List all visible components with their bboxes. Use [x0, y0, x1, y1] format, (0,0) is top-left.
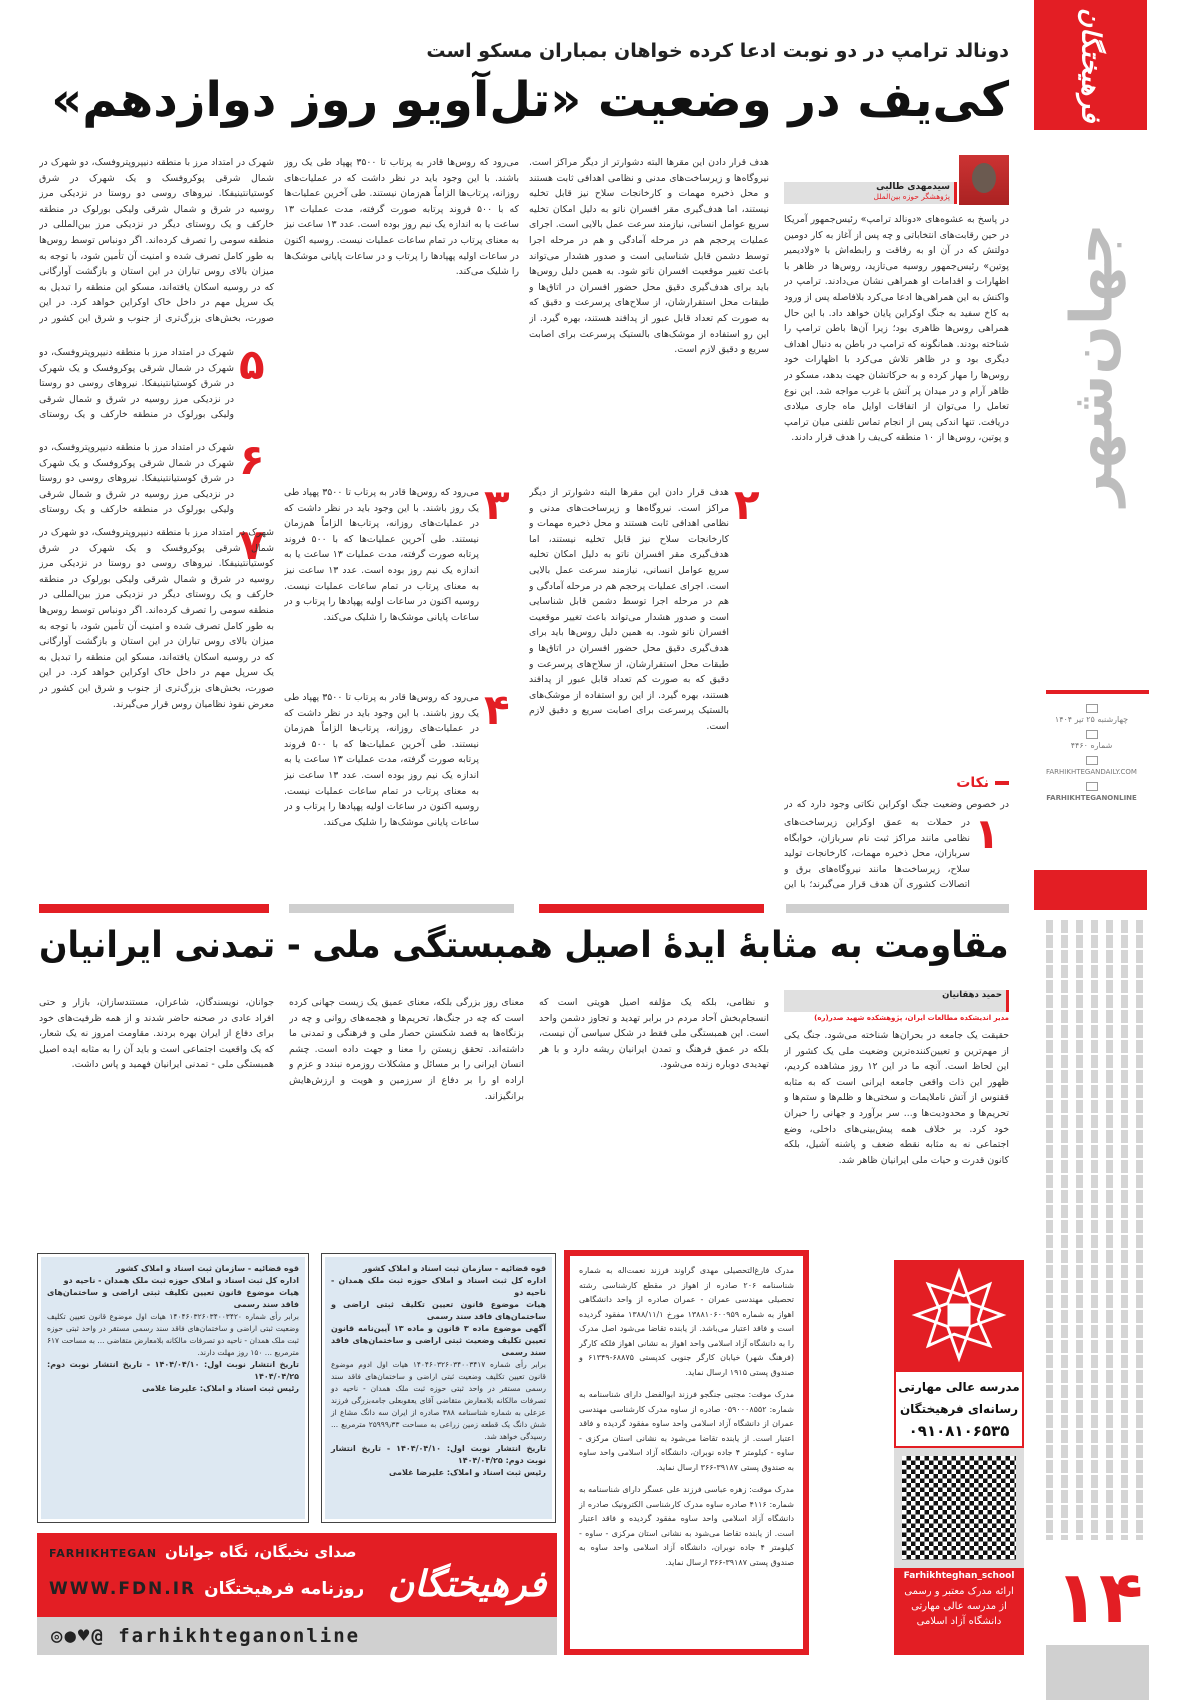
notice-body: برابر رأی شماره ۱۴۰۴۶۰۳۲۶۰۳۴۰۰۳۴۱۷ هیات اول ادوم موضوع قانون تعیین تکلیف وضعیت ثبتی اراضی و ساختمان‌های فاقد سند رسمی مستقر در واحد ثبتی حوزه ثبت ملک همدان - ناحیه دو تصرفات مالکانه بلامعارض متقاضی آقای یعقوبعلی جامه‌بزرگی فرزند عزعلی به شماره شناسنامه ۳۸۸ صادره از ایران سه دانگ مشاع از شش دانگ یک قطعه زمین زراعی به مساحت ۲۵۹۹۹٫۳۳ مترمربع ... رسیدگی خواهد شد.: [332, 1360, 547, 1441]
point-number: ۶: [240, 435, 266, 484]
author-photo: [960, 155, 1010, 205]
author-role: پژوهشگر حوزه بین‌الملل: [874, 192, 951, 201]
red-block: [1035, 870, 1148, 910]
decorative-strip: [1047, 920, 1150, 1540]
article-headline-wrap: [40, 72, 1010, 142]
lost-document-notice: مدرک موقت: زهره عباسی فرزند علی عسگر دارای شناسنامه به شماره: ۴۱۱۶ صادره ساوه مدرک کارشناسی الکترونیک صادره از دانشگاه آزاد اسلامی واحد ساوه مفقود گردیده و فاقد اعتبار است. از یابنده تقاضا می‌شود به نشانی استان مرکزی - ساوه - کیلومتر ۴ جاده نوبران، دانشگاه آزاد اسلامی واحد ساوه به صندوق پستی ۳۹۱۸۷-۳۶۶ ارسال نماید.: [580, 1485, 796, 1567]
article-column: هدف قرار دادن این مقرها البته دشوارتر از دیگر مراکز است. نیروگاه‌ها و زیرساخت‌های مدنی و نظامی اهدافی ثابت هستند و محل ذخیره مهمات و کارخانجات سلاح نیز قابل تخلیه نیستند، اما هدف‌گیری مقر افسران ناتو به دلیل امکان تخلیه سریع عوامل انسانی، نیازمند سرعت عمل بالایی است. اجرای عملیات پرحجم هم در مرحله آمادگی و هم در مرحله اجرا توسط دشمن قابل شناسایی است و صدور هشدار می‌تواند باعث تغییر موقعیت افسران ناتو شود. به همین دلیل روس‌ها باید برای هدف‌گیری دقیق محل حضور افسران در اتاق‌ها و طبقات محل استقرارشان، از سلاح‌های پرسرعت و دقیق که به صورت کم تعداد قابل عبور از پدافند هستند، بهره گیرد. از این رو استفاده از موشک‌های بالستیک پرسرعت برای اصابت سریع و دقیق لازم است.: [530, 487, 730, 732]
social-icons: ◎●♥@: [52, 1625, 120, 1647]
divider: [40, 904, 270, 913]
point-number: ۲: [735, 480, 761, 529]
divider: [787, 904, 1010, 913]
author-byline: [785, 990, 1010, 1012]
notice-dates: تاریخ انتشار نوبت اول: ۱۴۰۴/۰۴/۱۰ - تاریخ انتشار نوبت دوم: ۱۴۰۴/۰۴/۲۵: [332, 1444, 547, 1465]
notice-header: هیات موضوع قانون تعیین تکلیف ثبتی اراضی و ساختمان‌های فاقد سند رسمی: [332, 1300, 547, 1321]
notice-header: اداره کل ثبت اسناد و املاک حوزه ثبت ملک همدان - ناحیه دو: [332, 1276, 547, 1297]
newspaper-banner: [38, 1533, 558, 1655]
article-column: می‌رود که روس‌ها قادر به پرتاب تا ۳۵۰۰ پهپاد طی یک روز باشند. با این وجود باید در نظر داشت که در عملیات‌های روزانه، پرتاب‌ها الزاماً هم‌زمان نیستند. طی آخرین عملیات‌ها که با ۵۰۰ فروند پرتابه صورت گرفته، مدت عملیات ۱۳ ساعت یا به اندازه یک نیم روز بوده است. عدد ۱۳ ساعت نیز به معنای پرتاب در تمام ساعات عملیات نیست. روسیه اکنون در ساعات اولیه پهپادها را پرتاب و در ساعات پایانی موشک‌ها را شلیک می‌کند.: [285, 157, 520, 278]
notice-body: برابر رأی شماره ۱۴۰۴۶۰۳۲۶۰۳۴۰۰۳۴۲۰ هیات اول موضوع قانون تعیین تکلیف وضعیت ثبتی اراضی و ساختمان‌های فاقد سند رسمی مستقر در واحد ثبتی حوزه ثبت ملک همدان - ناحیه دو تصرفات مالکانه بلامعارض متقاضی ... به مساحت ۶۱۷ مترمربع ... ۱۵۰ روز مهلت دارند.: [48, 1312, 300, 1357]
author-name: سیدمهدی طالبی: [877, 182, 951, 192]
article-column: حقیقت یک جامعه در بحران‌ها شناخته می‌شود. جنگ یکی از مهم‌ترین و تعیین‌کننده‌ترین وضعیت ملی یک کشور از این لحاظ است. آنچه ما در این ۱۲ روز مشاهده کردیم، ظهور این ذات واقعی جامعه ایرانی است که به مثابه ققنوس از آتش ناملایمات و سختی‌ها و ظلم‌ها و ستم‌ها و تحریم‌ها و محدودیت‌ها و... سر برآورد و جهانی را حیران خود کرد. بر خلاف همه پیش‌بینی‌های داخلی، وضع اجتماعی نه به مثابه نقطه ضعف و پاشنه آشیل، بلکه کانون قدرت و حیات ملی ایرانیان ظاهر شد.: [785, 1030, 1010, 1166]
legal-notice: [322, 1253, 557, 1523]
notice-header: اداره کل ثبت اسناد و املاک حوزه ثبت ملک همدان - ناحیه دو: [64, 1276, 300, 1285]
issue-meta: [1035, 700, 1150, 804]
article-headline: مقاومت به مثابهٔ ایدهٔ اصیل همبستگی ملی - تمدنی ایرانیان: [40, 925, 1010, 966]
lost-document-notice: مدرک فارغ‌التحصیلی مهدی گراوند فرزند نعمت‌اله به شماره شناسنامه ۲۰۶ صادره از اهواز در مقطع کارشناسی رشته تحصیلی مهندسی عمران - عمران صادره از واحد دانشگاهی اهواز به شماره ۱۳۸۸۱۰۶۰۰۹۵۹ مورخ ۱۳۸۸/۱۱/۱ مفقود گردیده است و فاقد اعتبار می‌باشد. از یابنده تقاضا می‌شود اصل مدرک را به دانشگاه آزاد اسلامی واحد اهواز به نشانی اهواز فلکه کارگر (فرهنگ شهر) خیابان کارگر جنوبی کدپستی ۶۸۸۷۵-۶۱۳۴۹ و صندوق پستی ۱۹۱۵ ارسال نماید.: [580, 1266, 796, 1377]
divider: [1047, 690, 1150, 694]
point-number: ۳: [485, 480, 511, 529]
legal-notice: [38, 1253, 310, 1523]
divider: [290, 904, 515, 913]
lost-document-notice: مدرک موقت: مجتبی جنگجو فرزند ابوالفضل دارای شناسنامه به شماره: ۰۵۹۰۰۰۸۵۵۲ صادره از ساوه مدرک کارشناسی مهندسی عمران از دانشگاه آزاد اسلامی واحد ساوه مفقود گردیده و فاقد اعتبار است. از یابنده تقاضا می‌شود به نشانی استان مرکزی - ساوه - کیلومتر ۴ جاده نوبران، دانشگاه آزاد اسلامی واحد ساوه به صندوق پستی ۳۹۱۸۷-۳۶۶ ارسال نماید.: [580, 1390, 796, 1472]
point-number: ۷: [240, 520, 266, 569]
article-column: می‌رود که روس‌ها قادر به پرتاب تا ۳۵۰۰ پهپاد طی یک روز باشند. با این وجود باید در نظر داشت که در عملیات‌های روزانه، پرتاب‌ها الزاماً هم‌زمان نیستند. طی آخرین عملیات‌ها که با ۵۰۰ فروند پرتابه صورت گرفته، مدت عملیات ۱۳ ساعت یا به اندازه یک نیم روز بوده است. عدد ۱۳ ساعت نیز به معنای پرتاب در تمام ساعات عملیات نیست. روسیه اکنون در ساعات اولیه پهپادها را پرتاب و در ساعات پایانی موشک‌ها را شلیک می‌کند.: [285, 487, 480, 623]
banner-slogan: صدای نخبگان، نگاه جوانان: [166, 1543, 358, 1561]
banner-logo: فرهیختگان: [388, 1563, 548, 1605]
article-column: و نظامی، بلکه یک مؤلفه اصیل هویتی است که انسجام‌بخش آحاد مردم در برابر تهدید و تجاوز دشمن واحد است. این همبستگی ملی فقط در شکل سیاسی آن نیست، بلکه در عمق فرهنگ و تمدن ایرانیان ریشه دارد و با هر تهدیدی دوباره زنده می‌شود.: [540, 997, 770, 1071]
article-column: شهرک در امتداد مرز با منطقه دنیپروپتروفسک، دو شهرک در شمال شرقی پوکروفسک و یک شهرک در شرق کوستیانتینیفکا. نیروهای روسی دو روستا در نزدیکی مرز روسیه در شرق و شمال شرقی ولیکی بورلوک در منطقه خارکف و یک روستای دیگر در نزدیکی مرز بین‌المللی در منطقه سومی را تصرف کرده‌اند. اگر دونباس توسط روس‌ها به طور کامل تصرف شده و امنیت آن تأمین شود، با توجه به میزان بالای روس تباران در این استان و بازگشت آوارگانی که در روسیه اسکان یافته‌اند، مسکو این منطقه را تبدیل به یک سرپل مهم در داخل خاک اوکراین خواهد کرد. در این صورت، بخش‌های بزرگ‌تری از جنوب و شرق این کشور در معرض نفوذ نظامیان روس قرار می‌گیرند.: [40, 527, 275, 710]
telegram-handle[interactable]: Farhikhteghan_school: [904, 1571, 1016, 1581]
author-name: حمید دهقانیان: [943, 990, 1003, 1000]
school-phone[interactable]: ۰۹۱۰۸۱۰۶۵۳۵: [909, 1422, 1011, 1440]
issue-number: شماره ۴۴۶۰: [1071, 741, 1114, 750]
banner-paper-name: روزنامه فرهیختگان: [205, 1579, 366, 1599]
notice-signer: رئیس ثبت اسناد و املاک: علیرضا غلامی: [142, 1384, 300, 1393]
issue-date: چهارشنبه ۲۵ تیر ۱۴۰۴: [1055, 715, 1130, 724]
article-column: معنای روز بزرگی بلکه، معنای عمیق یک زیست جهانی کرده است که چه در جنگ‌ها، تحریم‌ها و هجمه‌های روانی و چه در بزنگاه‌ها به قصد شکستن حصار ملی و فرهنگی و تمدنی ما داشته‌اند. تحقق زیستن را معنا و جهت داده است. چشم انسان ایرانی را بر مسائل و مشکلات روزمره نبندد و عزم و اراده او را بر دفاع از سرزمین و هویت و ارزش‌هایش برانگیزاند.: [290, 997, 525, 1102]
social-handle[interactable]: FARHIKHTEGANONLINE: [1047, 794, 1138, 802]
point-number: ۱: [975, 809, 1001, 858]
footer-block: [1047, 1645, 1150, 1700]
article-column: شهرک در امتداد مرز با منطقه دنیپروپتروفسک، دو شهرک در شمال شرقی پوکروفسک و یک شهرک در شرق کوستیانتینیفکا. نیروهای روسی دو روستا در نزدیکی مرز روسیه در شرق و شمال شرقی ولیکی بورلوک در منطقه خارکف و یک روستای: [40, 347, 235, 421]
point-number: ۴: [485, 685, 511, 734]
notice-header: قوه قضائیه - سازمان ثبت اسناد و املاک کشور: [363, 1264, 547, 1273]
banner-social-handle[interactable]: farhikhteganonline: [119, 1625, 362, 1647]
author-byline: [785, 155, 1010, 207]
article-headline: کی‌یف در وضعیت «تل‌آویو روز دوازدهم»: [52, 72, 1010, 128]
article-column: شهرک در امتداد مرز با منطقه دنیپروپتروفسک، دو شهرک در شمال شرقی پوکروفسک و یک شهرک در شرق کوستیانتینیفکا. نیروهای روسی دو روستا در نزدیکی مرز روسیه در شرق و شمال شرقی ولیکی بورلوک در منطقه خارکف و یک روستای: [40, 442, 235, 516]
school-subtitle: رسانه‌ای فرهیختگان: [900, 1402, 1020, 1416]
banner-url[interactable]: WWW.FDN.IR: [50, 1579, 198, 1599]
point-number: ۵: [240, 340, 266, 389]
notice-header: هیات موضوع قانون تعیین تکلیف ثبتی اراضی و ساختمان‌های فاقد سند رسمی: [48, 1288, 300, 1309]
article-kicker-wrap: [40, 40, 1010, 62]
article-column: در پاسخ به عشوه‌های «دونالد ترامپ» رئیس‌جمهور آمریکا در حین رقابت‌های انتخاباتی و چه پس از آغاز به کار دومین دولتش که در آن او به رفاقت و رابطه‌اش با «ولادیمیر پوتین» رئیس‌جمهور روسیه می‌تازید، روس‌ها در ظاهر با اظهارات و اقدامات او همراهی نشان می‌دادند. ترامپ در واکنش به این همراهی‌ها ادعا می‌کرد بلافاصله پس از ورود به کاخ سفید به جنگ اوکراین پایان خواهد داد. با این حال همراهی روس‌ها ظاهری بود؛ زیرا آن‌ها باطن ترامپ را شناخته بودند. همانگونه که ترامپ در باطن به دنبال اهداف دیگری بود و در ظاهر تلاش می‌کرد با اظهارات خود روس‌ها را مهار کرده و به حرکاتشان جهت بدهد، مسکو در ظاهر آرام و در میدان پر آتش با غرب مواجه شد. این نوع تعامل را می‌توان از اتفاقات اوایل ماه جاری میلادی دریافت. تنها اندکی پس از انجام تماس تلفنی میان ترامپ و پوتین، روس‌ها از ۱۰ منطقه کی‌یف را هدف قرار دادند.: [785, 214, 1010, 444]
issue-icon: [1087, 730, 1099, 739]
qr-code[interactable]: [895, 1448, 1025, 1568]
points-heading: نکات: [785, 775, 1010, 791]
school-ad: [895, 1260, 1025, 1655]
notice-header: قوه قضائیه - سازمان ثبت اسناد و املاک کشور: [116, 1264, 300, 1273]
social-icon: [1087, 782, 1099, 791]
banner-logo-wrap: [388, 1563, 548, 1623]
notice-signer: رئیس ثبت اسناد و املاک: علیرضا غلامی: [389, 1468, 547, 1477]
divider: [540, 904, 765, 913]
lost-documents-ad: [565, 1250, 810, 1655]
article-column: می‌رود که روس‌ها قادر به پرتاب تا ۳۵۰۰ پهپاد طی یک روز باشند. با این وجود باید در نظر داشت که در عملیات‌های روزانه، پرتاب‌ها الزاماً هم‌زمان نیستند. طی آخرین عملیات‌ها که با ۵۰۰ فروند پرتابه صورت گرفته، مدت عملیات ۱۳ ساعت یا به اندازه یک نیم روز بوده است. عدد ۱۳ ساعت نیز به معنای پرتاب در تمام ساعات عملیات نیست. روسیه اکنون در ساعات اولیه پهپادها را پرتاب و در ساعات پایانی موشک‌ها را شلیک می‌کند.: [285, 692, 480, 828]
article-headline-wrap: [40, 925, 1010, 975]
page-number: ۱۴: [1056, 1555, 1144, 1639]
article-kicker: دونالد ترامپ در دو نوبت ادعا کرده خواهان بمباران مسکو است: [427, 40, 1010, 62]
points-intro: در خصوص وضعیت جنگ اوکراین نکاتی وجود دارد که در: [785, 799, 1010, 810]
banner-brand: FARHIKHTEGAN: [50, 1547, 159, 1560]
point-text: در حملات به عمق اوکراین زیرساخت‌های نظامی مانند مراکز ثبت نام سربازان، خوابگاه سربازان، محل ذخیره مهمات، کارخانجات تولید سلاح، زیرساخت‌ها مانند نیروگاه‌های برق و اتصالات کشوری آن هدف قرار می‌گیرند؛ با این: [785, 817, 971, 891]
school-title: مدرسه عالی مهارتی: [899, 1380, 1021, 1394]
article-column: شهرک در امتداد مرز با منطقه دنیپروپتروفسک، دو شهرک در شمال شرقی پوکروفسک و یک شهرک در شرق کوستیانتینیفکا. نیروهای روسی دو روستا در نزدیکی مرز روسیه در شرق و شمال شرقی ولیکی بورلوک در منطقه خارکف و یک روستای دیگر در نزدیکی مرز بین‌المللی در منطقه سومی را تصرف کرده‌اند. اگر دونباس توسط روس‌ها به طور کامل تصرف شده و امنیت آن تأمین شود، با توجه به میزان بالای روس تباران در این استان و بازگشت آوارگانی که در روسیه اسکان یافته‌اند، مسکو این منطقه را تبدیل به یک سرپل مهم در داخل خاک اوکراین خواهد کرد. در این صورت، بخش‌های بزرگ‌تری از جنوب و شرق این کشور در: [40, 157, 275, 324]
website-link[interactable]: FARHIKHTEGANDAILY.COM: [1047, 768, 1138, 776]
school-description: ارائه مدرک معتبر و رسمی از مدرسه عالی مهارتی دانشگاه آزاد اسلامی: [905, 1586, 1015, 1627]
notice-dates: تاریخ انتشار نوبت اول: ۱۴۰۴/۰۴/۱۰ - تاریخ انتشار نوبت دوم: ۱۴۰۴/۰۴/۲۵: [48, 1360, 300, 1381]
calendar-icon: [1087, 704, 1099, 713]
school-emblem-icon: [895, 1260, 1025, 1370]
article-column: جوانان، نویسندگان، شاعران، مستندسازان، بازار و حتی افراد عادی در صحنه حاضر شدند و از همه ظرفیت‌های خود برای دفاع از ایران بهره بردند. مقاومت امروز نه یک شعار، که یک واقعیت اجتماعی است و باید آن را به مثابه ایده اصیل همبستگی ملی - تمدنی ایرانیان فهمید و پاس داشت.: [40, 997, 275, 1071]
notice-header: آگهی موضوع ماده ۳ قانون و ماده ۱۳ آیین‌نامه قانون تعیین تکلیف وضعیت ثبتی اراضی و ساختمان‌های فاقد سند رسمی: [332, 1324, 547, 1357]
article-column: هدف قرار دادن این مقرها البته دشوارتر از دیگر مراکز است. نیروگاه‌ها و زیرساخت‌های مدنی و نظامی اهدافی ثابت هستند و محل ذخیره مهمات و کارخانجات سلاح نیز قابل تخلیه نیستند، اما هدف‌گیری مقر افسران ناتو به دلیل امکان تخلیه سریع عوامل انسانی، نیازمند سرعت عمل بالایی است. اجرای عملیات پرحجم هم در مرحله آمادگی و هم در مرحله اجرا توسط دشمن قابل شناسایی است و صدور هشدار می‌تواند باعث تغییر موقعیت افسران ناتو شود. به همین دلیل روس‌ها باید برای هدف‌گیری دقیق محل حضور افسران در اتاق‌ها و طبقات محل استقرارشان، از سلاح‌های پرسرعت و دقیق که به صورت کم تعداد قابل عبور از پدافند هستند، بهره گیرد. از این رو استفاده از موشک‌های بالستیک پرسرعت برای اصابت سریع و دقیق لازم است.: [530, 157, 770, 356]
masthead-logo: فرهیختگان: [1035, 0, 1148, 130]
web-icon: [1087, 756, 1099, 765]
author-role: مدیر اندیشکده مطالعات ایران، پژوهشکده شهید صدر(ره): [815, 1014, 1010, 1022]
section-title: جهان‌شهر: [1058, 223, 1127, 507]
